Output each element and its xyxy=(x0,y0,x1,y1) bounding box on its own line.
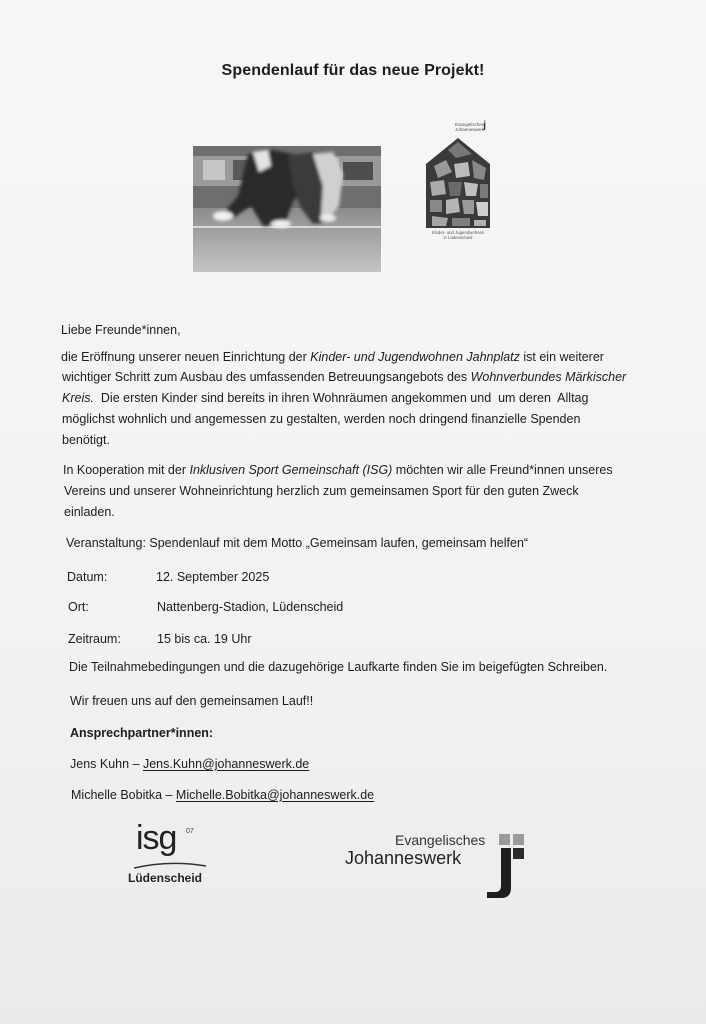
association-name: Wohnverbundes Märkischer xyxy=(470,370,627,384)
isg-logo-city: Lüdenscheid xyxy=(128,871,203,885)
paragraph2-line2: Vereins und unserer Wohneinrichtung herzlich zum gemeinsamen Sport für den guten Zweck xyxy=(64,484,579,498)
swoosh-icon xyxy=(134,862,206,870)
paragraph1-line4: möglichst wohnlich und angemessen zu gestalten, werden noch dringend finanzielle Spenden xyxy=(62,412,581,426)
johanneswerk-logo xyxy=(343,828,543,903)
johanneswerk-logo-line1: Evangelisches xyxy=(395,832,486,848)
date-label: Datum: xyxy=(67,570,108,584)
conditions-text: Die Teilnahmebedingungen und die dazugehörige Laufkarte finden Sie im beigefügten Schreiben. xyxy=(69,660,608,674)
paragraph1-line3 xyxy=(62,388,588,408)
johanneswerk-mark: j xyxy=(483,120,486,131)
paragraph1-line1 xyxy=(61,347,604,367)
contacts-heading: Ansprechpartner*innen: xyxy=(70,726,214,740)
time-label: Zeitraum: xyxy=(68,632,121,646)
house-mosaic-icon xyxy=(426,138,490,228)
paragraph1-line5: benötigt. xyxy=(62,433,110,447)
partner-name: Inklusiven Sport Gemeinschaft (ISG) xyxy=(189,463,393,477)
contact-row-2 xyxy=(71,785,374,805)
facility-name: Kinder- und Jugendwohnen Jahnplatz xyxy=(310,350,520,364)
text-span: möchten wir alle Freund*innen unseres xyxy=(392,463,613,477)
page-title: Spendenlauf für das neue Projekt! xyxy=(221,62,485,79)
contact-email-link[interactable]: Michelle.Bobitka@johanneswerk.de xyxy=(175,788,375,802)
logo-text-line: in Lüdenscheid xyxy=(443,235,473,240)
johanneswerk-j-icon xyxy=(487,834,527,900)
contact-email-link[interactable]: Jens.Kuhn@johanneswerk.de xyxy=(142,757,310,771)
paragraph2-line3: einladen. xyxy=(64,505,115,519)
text-span: Die ersten Kinder sind bereits in ihren Wohnräumen angekommen und um deren Alltag xyxy=(93,391,589,405)
isg-logo xyxy=(126,819,222,890)
text-span: die Eröffnung unserer neuen Einrichtung der xyxy=(61,350,311,364)
place-label: Ort: xyxy=(68,600,89,614)
contact-name: Michelle Bobitka – xyxy=(71,788,176,802)
date-value: 12. September 2025 xyxy=(156,570,270,584)
runners-photo xyxy=(193,146,381,272)
association-name-end: Kreis. xyxy=(62,391,94,405)
isg-logo-year: 07 xyxy=(186,828,194,835)
text-span: wichtiger Schritt zum Ausbau des umfassenden Betreuungsangebots des xyxy=(62,370,471,384)
logo-text-line: Evangelisches xyxy=(454,122,484,127)
time-row xyxy=(68,629,252,649)
place-value: Nattenberg-Stadion, Lüdenscheid xyxy=(157,600,344,614)
johanneswerk-logo-line2: Johanneswerk xyxy=(345,848,462,868)
time-value: 15 bis ca. 19 Uhr xyxy=(157,632,252,646)
kinder-jugendwohnen-logo xyxy=(422,118,494,250)
date-row xyxy=(67,567,269,587)
paragraph2-line1 xyxy=(63,460,613,480)
event-line: Veranstaltung: Spendenlauf mit dem Motto „Gemeinsam laufen, gemeinsam helfen“ xyxy=(66,536,529,550)
greeting: Liebe Freunde*innen, xyxy=(61,323,181,337)
text-span: ist ein weiterer xyxy=(519,350,604,364)
contact-name: Jens Kuhn – xyxy=(70,757,143,771)
logo-text-line: Kinder- und Jugendwohnen xyxy=(431,230,485,235)
paragraph1-line2 xyxy=(62,367,626,387)
contact-row-1 xyxy=(70,754,309,774)
place-row xyxy=(68,597,343,617)
closing-text: Wir freuen uns auf den gemeinsamen Lauf!! xyxy=(70,694,314,708)
logo-text-line: Johanneswerk xyxy=(454,127,484,132)
text-span: In Kooperation mit der xyxy=(63,463,190,477)
isg-logo-word: isg xyxy=(136,819,177,857)
